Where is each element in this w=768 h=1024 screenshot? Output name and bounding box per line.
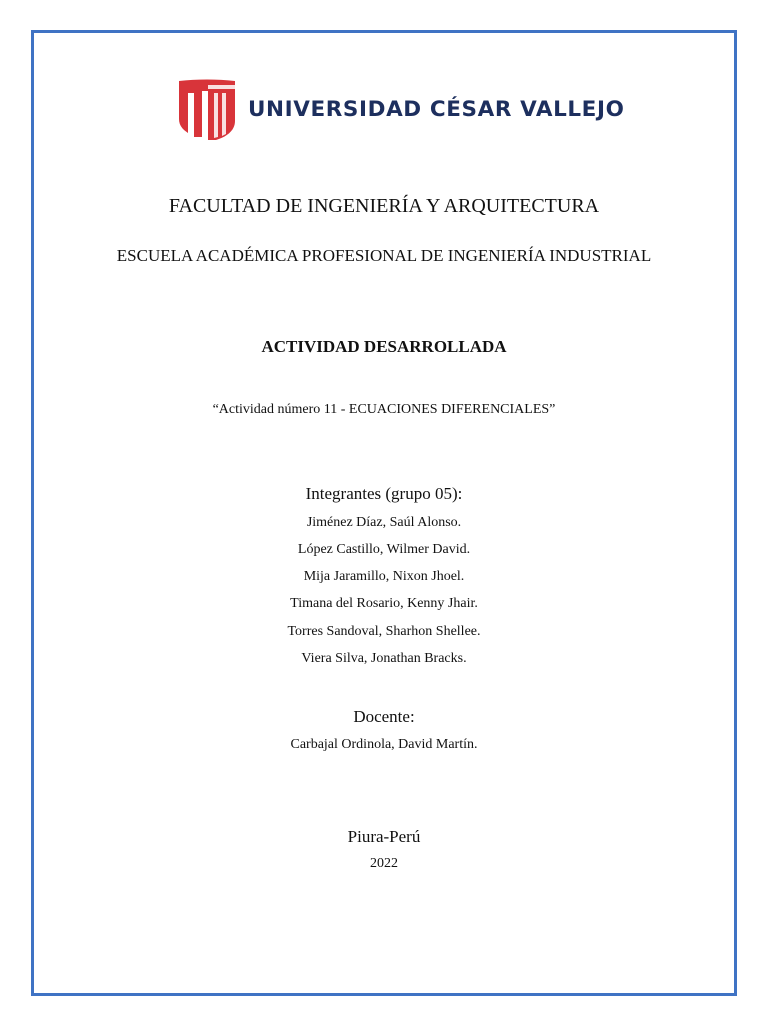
teacher-heading: Docente: bbox=[353, 707, 415, 726]
place: Piura-Perú bbox=[347, 827, 421, 846]
page-border bbox=[31, 30, 737, 996]
member-name: Viera Silva, Jonathan Bracks. bbox=[301, 651, 467, 666]
member-name: Jiménez Díaz, Saúl Alonso. bbox=[306, 515, 462, 530]
member-name: Mija Jaramillo, Nixon Jhoel. bbox=[303, 569, 465, 584]
faculty-name: FACULTAD DE INGENIERÍA Y ARQUITECTURA bbox=[168, 195, 600, 217]
logo-wordmark: UNIVERSIDAD CÉSAR VALLEJO bbox=[248, 97, 625, 122]
member-name: Torres Sandoval, Sharhon Shellee. bbox=[287, 624, 481, 639]
ucv-shield-icon bbox=[178, 79, 236, 141]
activity-heading: ACTIVIDAD DESARROLLADA bbox=[261, 337, 507, 356]
university-logo bbox=[178, 77, 625, 143]
member-name: López Castillo, Wilmer David. bbox=[297, 542, 471, 557]
school-name: ESCUELA ACADÉMICA PROFESIONAL DE INGENIERÍA INDUSTRIAL bbox=[116, 246, 652, 265]
members-heading: Integrantes (grupo 05): bbox=[305, 484, 463, 503]
teacher-name: Carbajal Ordinola, David Martín. bbox=[290, 737, 478, 752]
member-name: Timana del Rosario, Kenny Jhair. bbox=[290, 596, 478, 611]
year: 2022 bbox=[370, 856, 398, 871]
activity-title: “Actividad número 11 - ECUACIONES DIFERENCIALES” bbox=[212, 402, 556, 417]
